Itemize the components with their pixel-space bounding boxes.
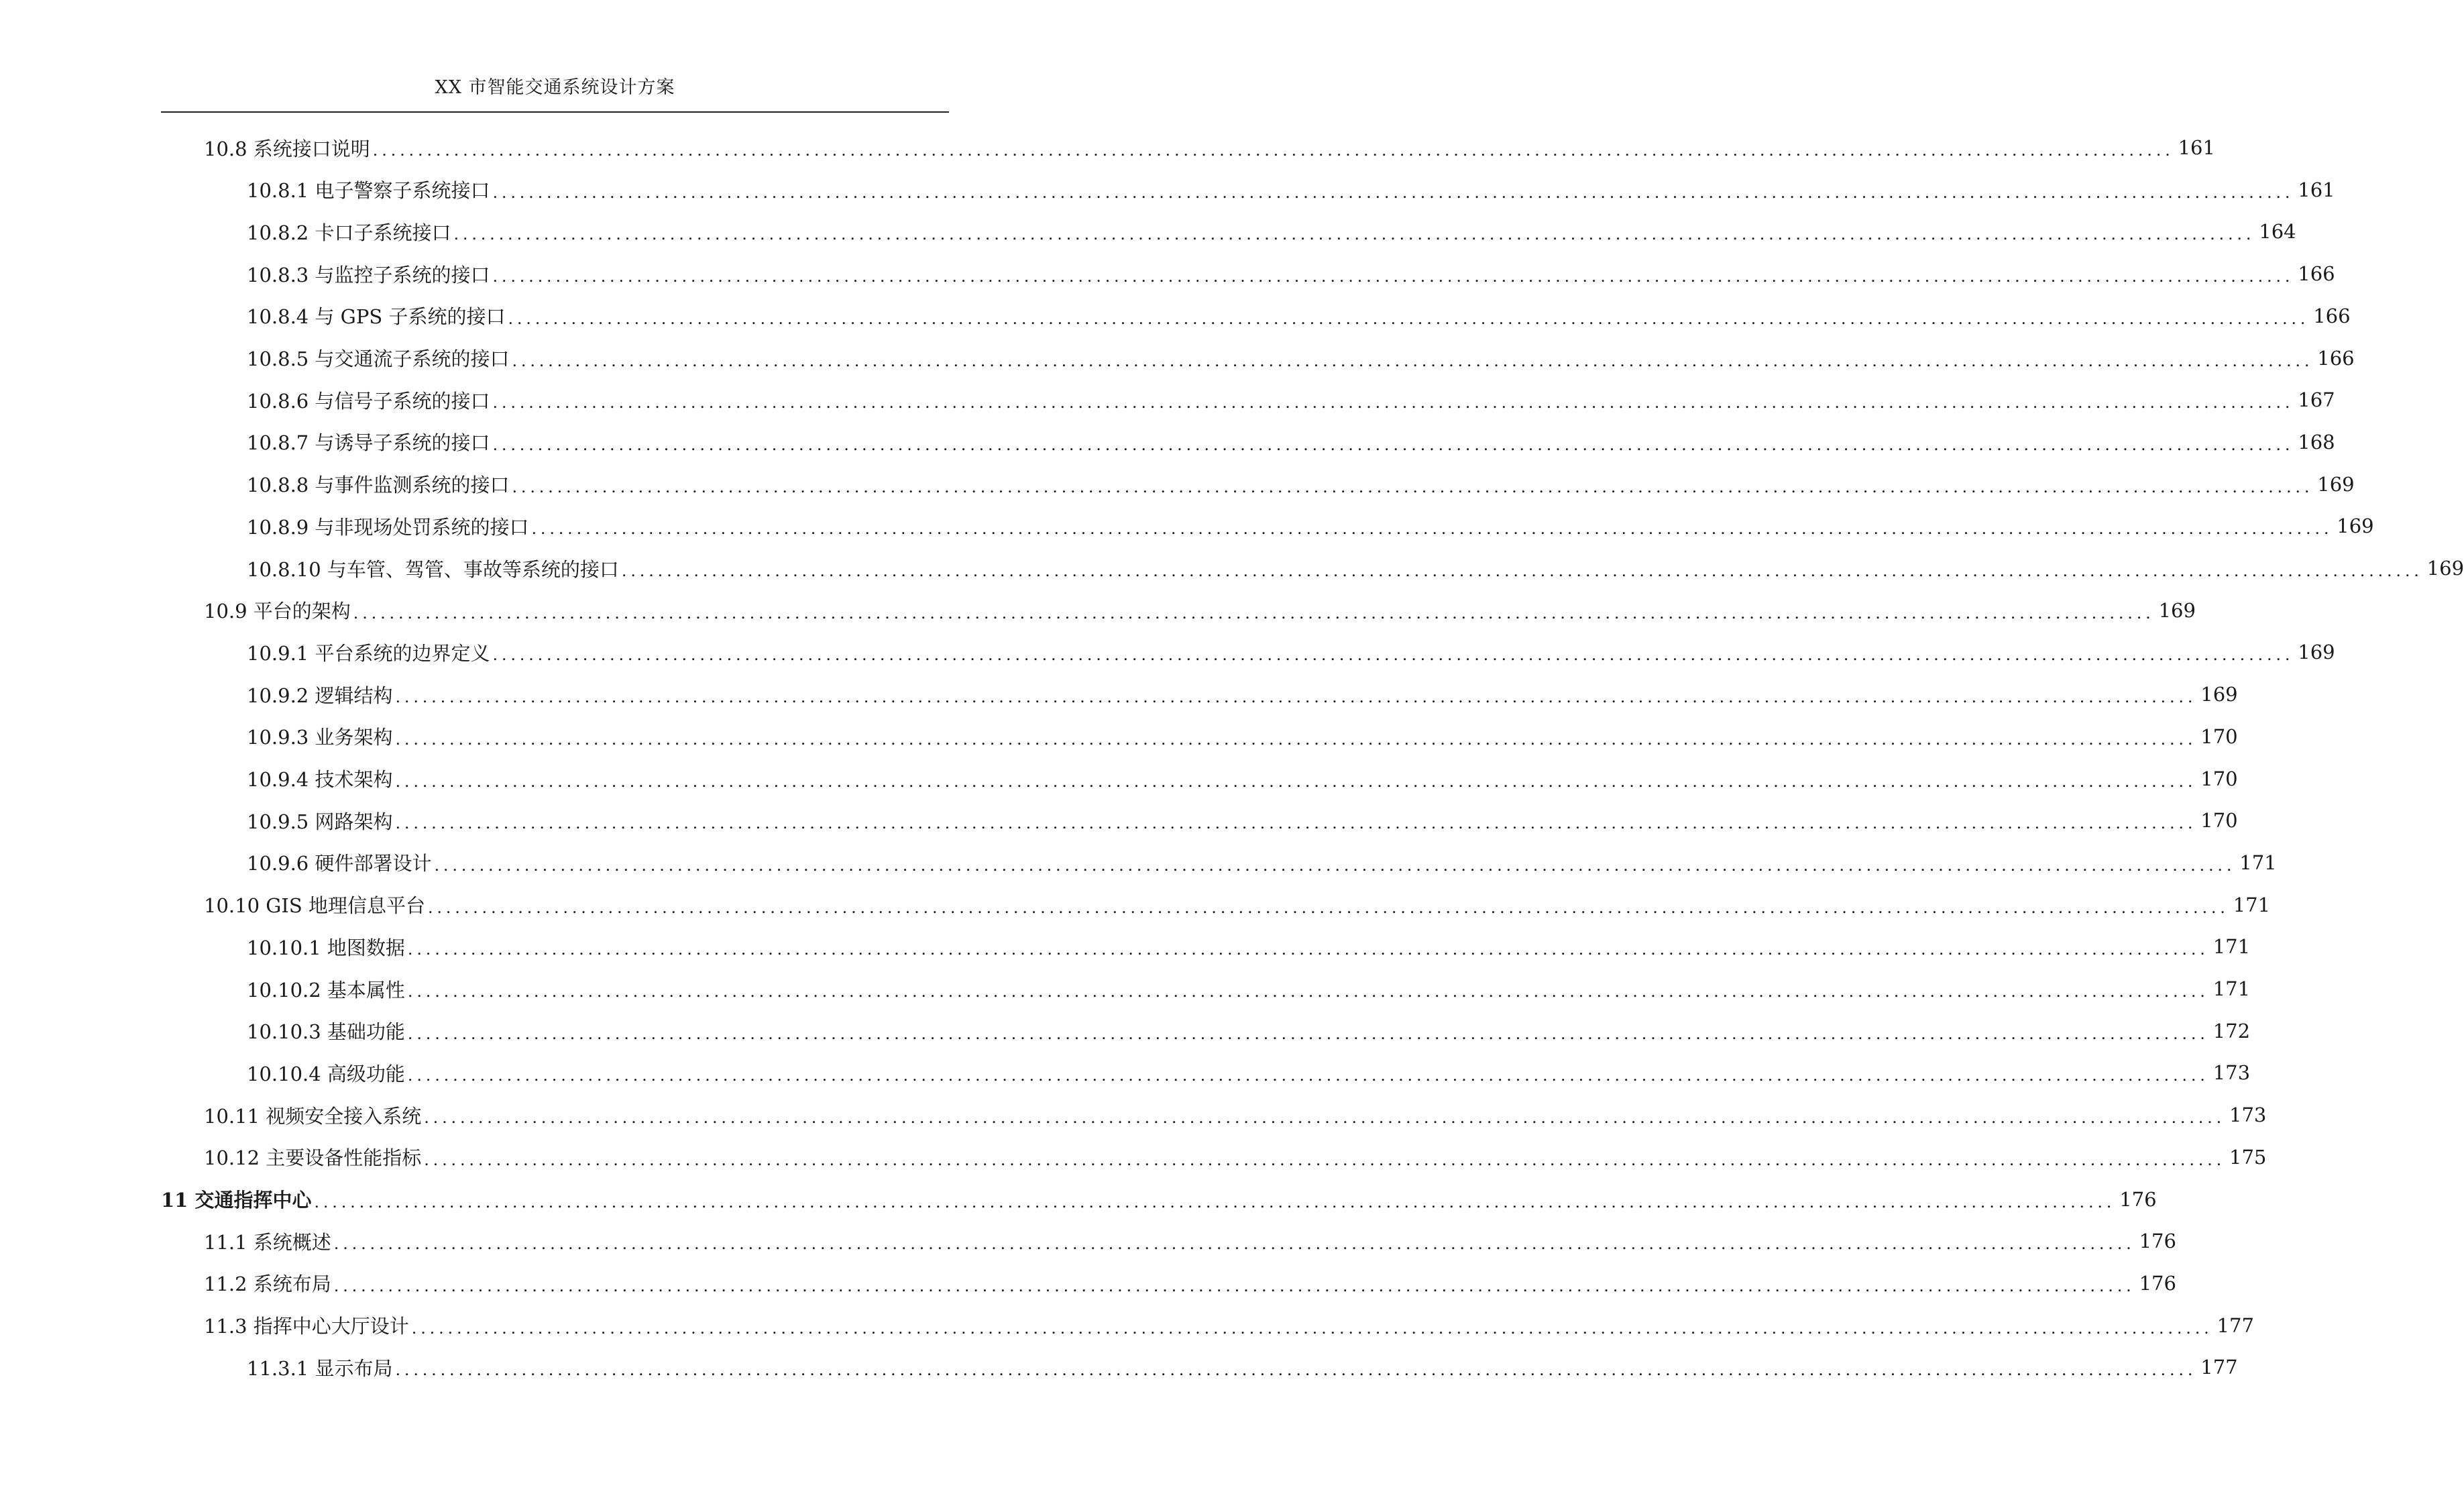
toc-entry[interactable] [247, 169, 2335, 211]
toc-dot-leader: ........................................................................................................................................................................................................ [353, 603, 2155, 623]
toc-entry-title: 11.1 系统概述 [204, 1230, 331, 1254]
toc-entry-page: 169 [2200, 683, 2238, 706]
toc-entry-title: 10.10.4 高级功能 [247, 1062, 405, 1085]
toc-dot-leader: ........................................................................................................................................................................................................ [492, 267, 2294, 286]
toc-entry-title: 10.8.6 与信号子系统的接口 [247, 389, 490, 413]
toc-entry[interactable] [247, 211, 2296, 252]
toc-entry-title: 10.8.9 与非现场处罚系统的接口 [247, 515, 529, 539]
toc-entry-title: 10.9.2 逻辑结构 [247, 684, 393, 707]
toc-entry[interactable] [204, 1305, 2254, 1346]
toc-entry[interactable] [247, 464, 2355, 505]
toc-dot-leader: ........................................................................................................................................................................................................ [372, 141, 2174, 160]
toc-entry-title: 10.8.8 与事件监测系统的接口 [247, 474, 510, 497]
toc-dot-leader: ........................................................................................................................................................................................................ [407, 1024, 2209, 1043]
toc-dot-leader: ........................................................................................................................................................................................................ [492, 435, 2294, 454]
toc-entry[interactable] [247, 758, 2238, 800]
toc-entry-title: 10.9.6 硬件部署设计 [247, 852, 432, 875]
toc-entry-title: 10.8.5 与交通流子系统的接口 [247, 347, 510, 370]
toc-entry-page: 172 [2213, 1019, 2251, 1042]
toc-dot-leader: ........................................................................................................................................................................................................ [492, 645, 2294, 665]
toc-entry-title: 10.9.1 平台系统的边界定义 [247, 641, 490, 665]
page-header: XX 市智能交通系统设计方案 [435, 77, 675, 98]
toc-entry-title: 10.9 平台的架构 [204, 600, 351, 623]
toc-entry[interactable] [247, 421, 2335, 463]
toc-entry[interactable] [247, 337, 2355, 379]
toc-entry[interactable] [204, 127, 2215, 168]
toc-entry[interactable] [247, 253, 2335, 294]
toc-entry[interactable] [247, 968, 2251, 1010]
toc-dot-leader: ........................................................................................................................................................................................................ [508, 309, 2310, 328]
toc-entry-title: 10.9.4 技术架构 [247, 768, 393, 791]
toc-entry-page: 176 [2139, 1230, 2176, 1253]
toc-dot-leader: ........................................................................................................................................................................................................ [411, 1318, 2213, 1338]
toc-entry-page: 169 [2158, 598, 2196, 622]
toc-entry-title: 10.8.3 与监控子系统的接口 [247, 263, 490, 286]
toc-entry-title: 11.3.1 显示布局 [247, 1356, 393, 1380]
toc-entry-page: 177 [2217, 1313, 2254, 1337]
toc-entry-page: 168 [2298, 430, 2335, 453]
toc-entry-title: 10.8.7 与诱导子系统的接口 [247, 431, 490, 455]
toc-entry-title: 10.8.10 与车管、驾管、事故等系统的接口 [247, 557, 619, 581]
toc-dot-leader: ........................................................................................................................................................................................................ [395, 771, 2197, 791]
toc-entry[interactable] [247, 716, 2238, 757]
toc-entry[interactable] [247, 1052, 2251, 1093]
toc-entry-page: 166 [2313, 304, 2351, 327]
toc-entry-page: 170 [2200, 809, 2238, 832]
toc-entry-title: 10.8.2 卡口子系统接口 [247, 221, 451, 244]
toc-entry-page: 170 [2200, 724, 2238, 748]
toc-entry-page: 176 [2139, 1271, 2176, 1295]
toc-dot-leader: ........................................................................................................................................................................................................ [395, 688, 2197, 707]
toc-entry[interactable] [247, 926, 2251, 967]
toc-entry-title: 10.11 视频安全接入系统 [204, 1104, 422, 1128]
toc-dot-leader: ........................................................................................................................................................................................................ [333, 1234, 2135, 1254]
toc-entry-title: 10.8.1 电子警察子系统接口 [247, 179, 490, 203]
toc-entry-page: 170 [2200, 767, 2238, 790]
toc-dot-leader: ........................................................................................................................................................................................................ [395, 1360, 2197, 1380]
toc-entry[interactable] [247, 379, 2335, 421]
toc-entry-title: 10.10.2 基本属性 [247, 978, 405, 1002]
toc-dot-leader: ........................................................................................................................................................................................................ [492, 182, 2294, 202]
toc-entry[interactable] [247, 505, 2374, 547]
toc-entry-page: 177 [2200, 1356, 2238, 1379]
toc-dot-leader: ........................................................................................................................................................................................................ [333, 1276, 2135, 1295]
toc-entry-title: 10.8 系统接口说明 [204, 137, 370, 160]
toc-dot-leader: ........................................................................................................................................................................................................ [512, 351, 2314, 370]
toc-entry-title: 10.8.4 与 GPS 子系统的接口 [247, 305, 506, 329]
toc-entry-title: 10.10 GIS 地理信息平台 [204, 894, 425, 918]
toc-entry-title: 10.12 主要设备性能指标 [204, 1146, 422, 1170]
toc-entry-page: 161 [2178, 136, 2215, 159]
toc-entry[interactable] [204, 1094, 2267, 1136]
toc-entry-page: 173 [2213, 1061, 2251, 1085]
toc-entry[interactable] [247, 547, 2464, 589]
toc-entry-page: 166 [2317, 346, 2355, 370]
toc-entry-page: 161 [2298, 178, 2335, 201]
toc-entry-title: 10.10.3 基础功能 [247, 1020, 405, 1044]
toc-dot-leader: ........................................................................................................................................................................................................ [531, 519, 2333, 539]
toc-entry-page: 169 [2337, 515, 2374, 538]
toc-entry[interactable] [247, 842, 2277, 883]
toc-entry-title: 10.9.3 业务架构 [247, 726, 393, 749]
toc-dot-leader: ........................................................................................................................................................................................................ [395, 729, 2197, 749]
toc-dot-leader: ........................................................................................................................................................................................................ [314, 1192, 2116, 1212]
toc-entry[interactable] [247, 1346, 2238, 1388]
toc-dot-leader: ........................................................................................................................................................................................................ [395, 814, 2197, 833]
toc-entry-title: 11.2 系统布局 [204, 1273, 331, 1296]
toc-entry[interactable] [204, 884, 2271, 926]
toc-dot-leader: ........................................................................................................................................................................................................ [424, 1150, 2226, 1169]
toc-entry-page: 171 [2239, 851, 2277, 874]
toc-entry-title: 10.9.5 网路架构 [247, 810, 393, 833]
toc-dot-leader: ........................................................................................................................................................................................................ [512, 477, 2314, 496]
toc-entry[interactable] [204, 1220, 2176, 1262]
toc-entry[interactable] [247, 1010, 2251, 1052]
toc-entry-page: 171 [2233, 893, 2271, 916]
toc-entry-page: 169 [2317, 472, 2355, 496]
toc-entry-title: 11 交通指挥中心 [161, 1189, 312, 1212]
toc-entry[interactable] [204, 1136, 2267, 1178]
toc-entry[interactable] [247, 295, 2351, 337]
toc-entry-title: 10.10.1 地图数据 [247, 936, 405, 959]
toc-entry[interactable] [247, 631, 2335, 673]
toc-dot-leader: ........................................................................................................................................................................................................ [407, 982, 2209, 1001]
toc-entry-page: 175 [2229, 1145, 2267, 1169]
toc-entry-title: 11.3 指挥中心大厅设计 [204, 1315, 409, 1338]
header-divider [161, 111, 949, 113]
toc-dot-leader: ........................................................................................................................................................................................................ [453, 225, 2255, 244]
toc-entry[interactable] [161, 1179, 2157, 1220]
toc-entry-page: 171 [2213, 935, 2251, 959]
toc-entry[interactable] [204, 590, 2196, 631]
toc-dot-leader: ........................................................................................................................................................................................................ [424, 1108, 2226, 1128]
toc-entry-page: 176 [2119, 1187, 2157, 1211]
toc-dot-leader: ........................................................................................................................................................................................................ [621, 561, 2423, 580]
toc-entry-page: 171 [2213, 977, 2251, 1000]
toc-dot-leader: ........................................................................................................................................................................................................ [407, 940, 2209, 959]
toc-dot-leader: ........................................................................................................................................................................................................ [434, 855, 2236, 875]
toc-dot-leader: ........................................................................................................................................................................................................ [492, 393, 2294, 413]
toc-dot-leader: ........................................................................................................................................................................................................ [407, 1066, 2209, 1085]
toc-entry[interactable] [204, 1262, 2176, 1304]
toc-entry-page: 164 [2259, 220, 2296, 244]
toc-entry-page: 167 [2298, 388, 2335, 412]
toc-entry-page: 166 [2298, 262, 2335, 286]
toc-entry-page: 173 [2229, 1104, 2267, 1127]
toc-entry[interactable] [247, 800, 2238, 841]
toc-entry-page: 169 [2426, 557, 2464, 580]
toc-dot-leader: ........................................................................................................................................................................................................ [427, 898, 2229, 917]
toc-entry[interactable] [247, 674, 2238, 715]
toc-entry-page: 169 [2298, 641, 2335, 664]
